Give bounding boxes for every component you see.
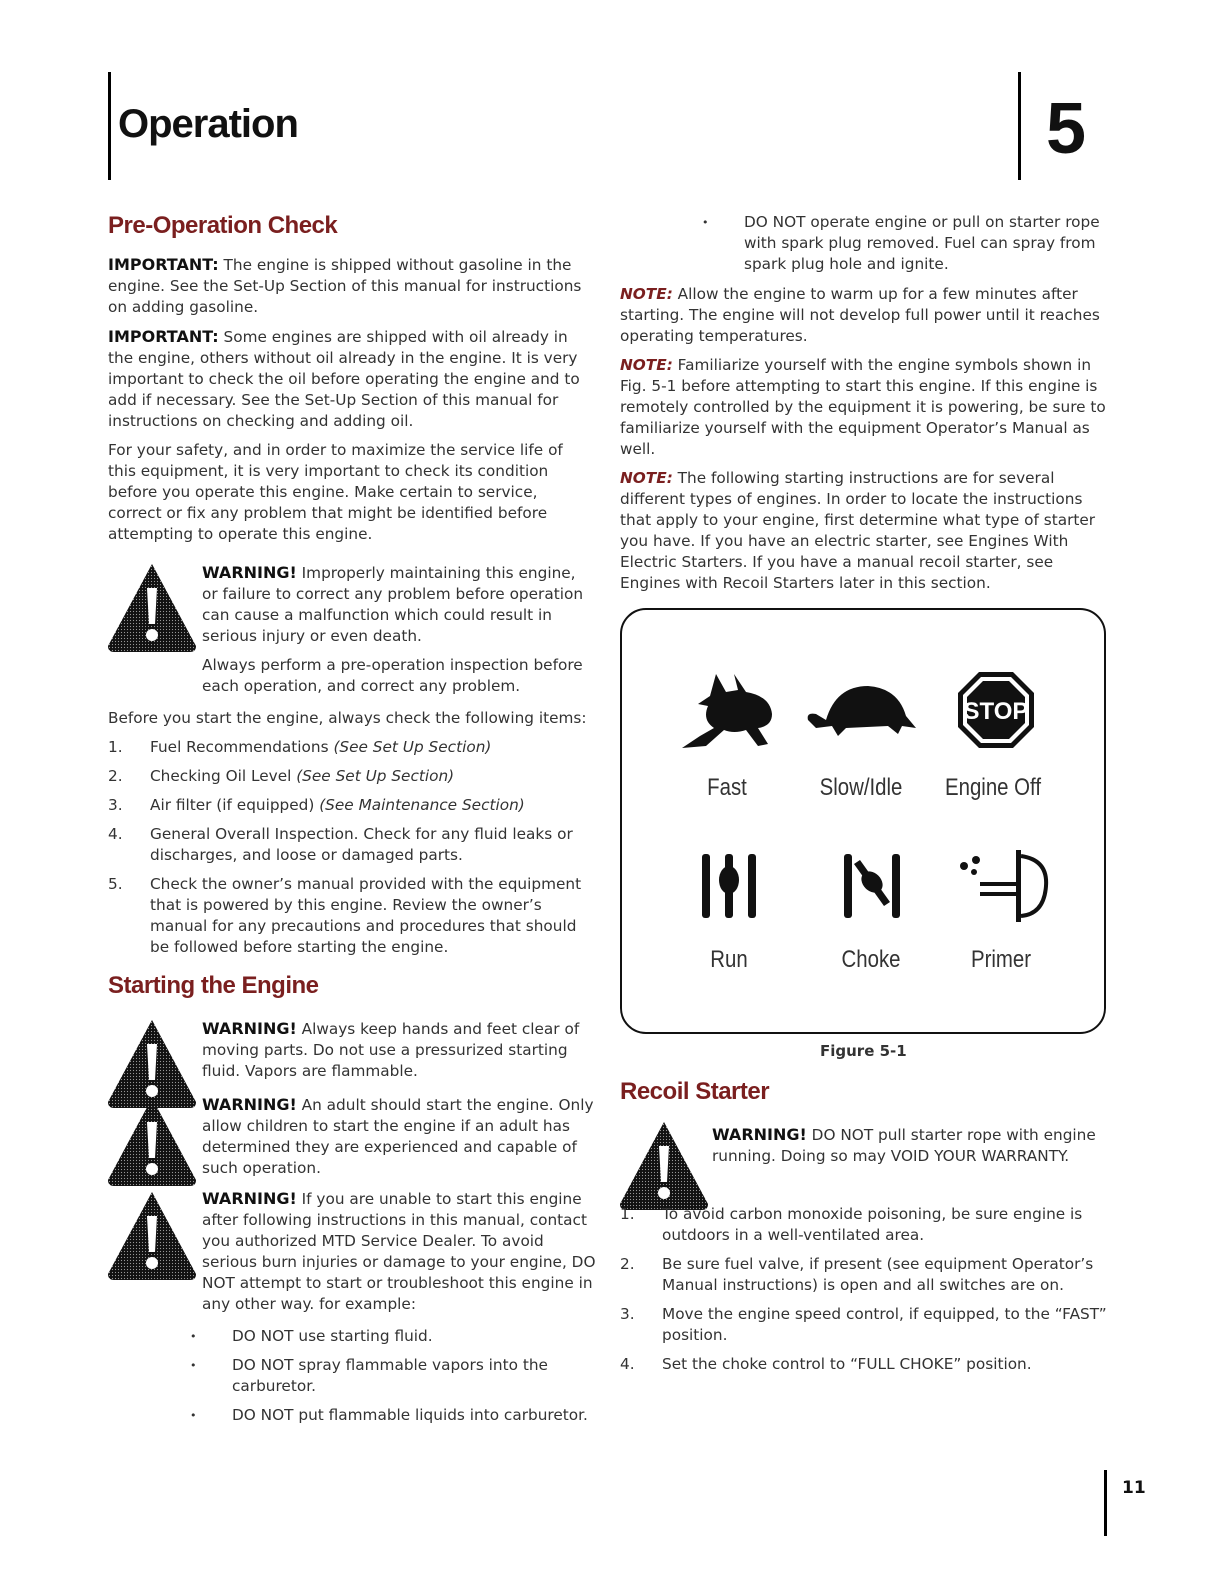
figure-5-1 [620, 608, 1106, 1034]
safety-paragraph: For your safety, and in order to maximize the service life of this equipment, it is very important to check its condition before you operate this engine. Make certain to service, correct or fix any problem that might be identified before attempting to operate this engine. [108, 441, 563, 543]
recoil-steps-block [620, 1204, 1110, 1383]
chapter-title: Operation [118, 102, 298, 146]
note-1: NOTE: Allow the engine to warm up for a few minutes after starting. The engine will not develop full power until it reaches operating temperatures. [620, 285, 1100, 345]
label-choke: Choke [841, 946, 901, 973]
recoil-step: 4. Set the choke control to “FULL CHOKE” position. [620, 1355, 1032, 1373]
header-rule-left [108, 72, 111, 180]
checklist-block [108, 708, 592, 966]
warning-triangle-icon [620, 1120, 710, 1212]
warning-triangle-icon [108, 562, 198, 654]
warning-label: WARNING! [202, 563, 297, 582]
recoil-step: 1. To avoid carbon monoxide poisoning, be sure engine is outdoors in a well-ventilated area. [620, 1205, 1083, 1244]
checklist-item: 1. Fuel Recommendations (See Set Up Section) [108, 738, 492, 756]
turtle-slow-icon [806, 676, 918, 746]
important-2 [108, 326, 592, 432]
primer-symbol-icon [956, 846, 1052, 926]
warning-triangle-icon [108, 1190, 198, 1282]
checklist-item: 3. Air filter (if equipped) (See Maintenance Section) [108, 796, 525, 814]
checklist-item: 4. General Overall Inspection. Check for any fluid leaks or discharges, and loose or damaged parts. [108, 825, 573, 864]
preop-heading: Pre-Operation Check [108, 212, 338, 239]
starting-warning-3-text: WARNING! If you are unable to start this engine after following instructions in this manual, contact you authorized MTD Service Dealer. To avoid serious burn injuries or damage to your engine, DO NOT attempt to start or troubleshoot this engine in any other way. for example: [202, 1189, 596, 1313]
header-rule-right [1018, 72, 1021, 180]
choke-symbol-icon [842, 850, 902, 922]
important-1-label: IMPORTANT: [108, 255, 219, 274]
label-engine-off: Engine Off [944, 774, 1042, 801]
recoil-steps [620, 1204, 1110, 1375]
bullet-item: • DO NOT operate engine or pull on starter rope with spark plug removed. Fuel can spray from spark plug hole and ignite. [702, 212, 1102, 275]
chapter-number: 5 [1046, 89, 1087, 169]
label-fast: Fast [707, 774, 747, 801]
stop-sign-icon [956, 670, 1036, 750]
recoil-step: 3. Move the engine speed control, if equipped, to the “FAST” position. [620, 1305, 1107, 1344]
starting-warning-1-text: WARNING! Always keep hands and feet clear of moving parts. Do not use a pressurized starting fluid. Vapors are flammable. [202, 1019, 580, 1080]
bullet-item: • DO NOT use starting fluid. [190, 1326, 590, 1347]
recoil-heading: Recoil Starter [620, 1078, 770, 1105]
run-symbol-icon [700, 850, 758, 922]
footer-rule [1104, 1470, 1107, 1536]
stop-sign-text: STOP [963, 698, 1029, 725]
checklist-item: 5. Check the owner’s manual provided with the equipment that is powered by this engine. Review the owner’s manual for any precautions and procedures that should be followed before starting the engine. [108, 875, 582, 956]
checklist [108, 737, 592, 958]
warning-triangle-icon [108, 1096, 198, 1188]
note-2: NOTE: Familiarize yourself with the engine symbols shown in Fig. 5-1 before attempting to start this engine. If this engine is remotely controlled by the equipment it is powering, be sure to familiarize yourself with the equipment Operator’s Manual as well. [620, 356, 1106, 458]
label-primer: Primer [970, 946, 1032, 973]
recoil-step: 2. Be sure fuel valve, if present (see equipment Operator’s Manual instructions) is open and all switches are on. [620, 1255, 1094, 1294]
note-3: NOTE: The following starting instructions are for several different types of engines. In order to locate the instructions that apply to your engine, first determine what type of starter you have. If you have an electric starter, see Engines With Electric Starters. If you have a manual recoil starter, see Engines with Recoil Starters later in this section. [620, 469, 1096, 592]
checklist-item: 2. Checking Oil Level (See Set Up Section) [108, 767, 455, 785]
warning-followup: Always perform a pre-operation inspection before each operation, and correct any problem. [202, 656, 583, 695]
recoil-warning-text: WARNING! DO NOT pull starter rope with engine running. Doing so may VOID YOUR WARRANTY. [712, 1125, 1096, 1165]
hare-fast-icon [678, 670, 778, 750]
important-2-label: IMPORTANT: [108, 327, 219, 346]
important-2-text: Some engines are shipped with oil already in the engine, others without oil already in the engine. It is very important to check the oil before operating the engine and to add if necessary. See the Set-Up Section of this manual for instructions on checking and adding oil. [108, 328, 580, 430]
important-1 [108, 254, 592, 318]
starting-warning-2-text: WARNING! An adult should start the engine. Only allow children to start the engine if an adult has determined they are experienced and capable of such operation. [202, 1095, 594, 1177]
preop-intro [108, 254, 592, 553]
bullet-item: • DO NOT put flammable liquids into carburetor. [190, 1405, 590, 1426]
warning-body: Improperly maintaining this engine, or failure to correct any problem before operation can cause a malfunction which could result in serious injury or even death. [202, 564, 584, 645]
bullet-list-right [702, 212, 1102, 283]
notes-block [620, 284, 1110, 602]
figure-caption: Figure 5-1 [820, 1042, 907, 1060]
bullet-item: • DO NOT spray flammable vapors into the carburetor. [190, 1355, 590, 1397]
checklist-intro: Before you start the engine, always check the following items: [108, 709, 587, 727]
bullet-list-left [190, 1326, 590, 1434]
page-number: 11 [1122, 1478, 1146, 1498]
important-1-text: The engine is shipped without gasoline in the engine. See the Set-Up Section of this manual for instructions on adding gasoline. [108, 256, 582, 316]
label-slow-idle: Slow/Idle [819, 774, 903, 801]
starting-heading: Starting the Engine [108, 972, 319, 999]
label-run: Run [710, 946, 748, 973]
preop-warning-text [202, 562, 592, 697]
